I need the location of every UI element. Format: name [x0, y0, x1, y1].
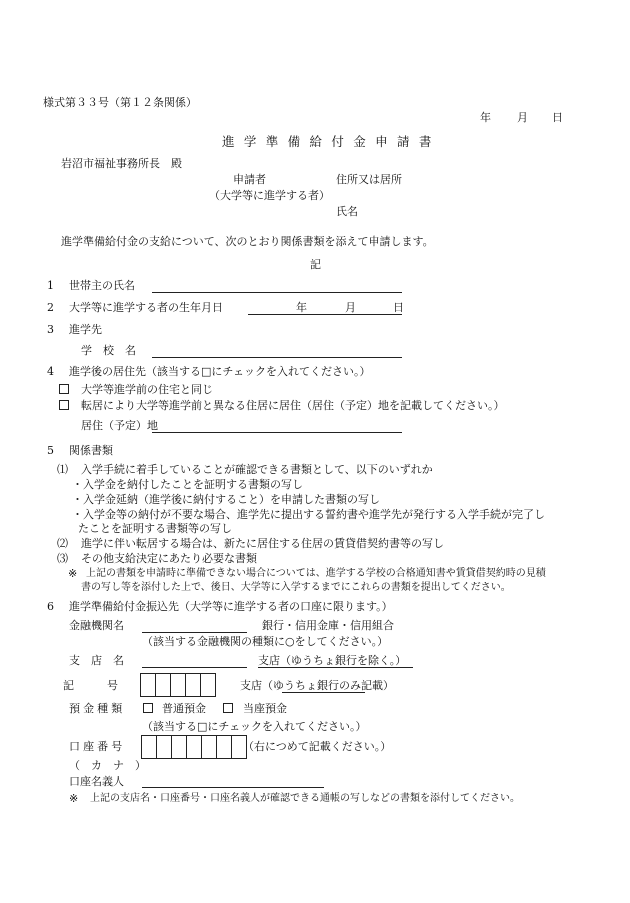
same-residence-checkbox[interactable]: [59, 384, 69, 394]
intro-text: 進学準備給付金の支給について、次のとおり関係書類を添えて申請します。: [61, 235, 434, 248]
form-number: 様式第３３号（第１２条関係）: [43, 96, 197, 109]
code-label: 記 号: [63, 679, 118, 692]
bank-name-field[interactable]: [142, 632, 247, 633]
item-3-text: その他支給決定にあたり必要な書類: [81, 552, 257, 565]
code-cell[interactable]: [140, 673, 156, 697]
code-cell[interactable]: [170, 673, 186, 697]
school-name-label: 学 校 名: [81, 344, 136, 357]
item-3-number: ⑶: [57, 552, 68, 565]
birth-date-field[interactable]: [248, 314, 402, 315]
holder-name-field[interactable]: [142, 787, 324, 788]
page-title: 進学準備給付金申請書: [222, 134, 441, 149]
date-day-label: 日: [552, 111, 563, 124]
account-cell[interactable]: [156, 735, 172, 759]
section-5-number: 5: [47, 444, 54, 457]
item-1-text: 入学手続に着手していることが確認できる書類として、以下のいずれか: [81, 463, 433, 476]
bullet-2: ・入学金延納（進学後に納付すること）を申請した書類の写し: [72, 493, 380, 506]
item-2-text: 進学に伴い転居する場合は、新たに居住する住居の賃貸借契約書等の写し: [81, 537, 444, 550]
note-line-1: 上記の書類を申請時に準備できない場合については、進学する学校の合格通知書や賃貸借契約時の見積: [86, 568, 546, 579]
account-number-note: （右につめて記載ください。）: [243, 740, 392, 753]
account-cell[interactable]: [216, 735, 232, 759]
section-4-number: 4: [47, 365, 54, 378]
birth-month-label: 月: [345, 301, 356, 314]
section-4-label: 進学後の居住先（該当する□にチェックを入れてください。）: [69, 365, 371, 378]
section-3-number: 3: [47, 323, 54, 336]
holder-label: 口座名義人: [69, 775, 124, 788]
item-1-number: ⑴: [57, 463, 68, 476]
code-suffix: 支店（ゆうちょ銀行のみ記載）: [240, 679, 394, 692]
applicant-label: 申請者: [233, 173, 266, 186]
note-line-2: 書の写し等を添付した上で、後日、大学等に入学するまでにこれらの書類を提出してください。: [81, 582, 511, 593]
kana-label: （ カ ナ ）: [69, 759, 146, 772]
residence-field[interactable]: [152, 432, 402, 433]
code-suffix-underline: [282, 692, 365, 693]
same-residence-label: 大学等進学前の住宅と同じ: [81, 383, 213, 396]
ki-heading: 記: [310, 258, 321, 271]
section-2-number: 2: [47, 301, 54, 314]
name-label: 氏名: [336, 205, 358, 218]
bullet-1: ・入学金を納付したことを証明する書類の写し: [72, 478, 303, 491]
branch-name-label: 支 店 名: [69, 654, 124, 667]
final-note: 上記の支店名・口座番号・口座名義人が確認できる通帳の写しなどの書類を添付してください。: [90, 793, 520, 804]
bank-types: 銀行・信用金庫・信用組合: [262, 619, 394, 632]
section-1-label: 世帯主の氏名: [69, 279, 135, 292]
savings-label: 普通預金: [162, 702, 206, 715]
bank-name-label: 金融機関名: [69, 619, 124, 632]
account-cell[interactable]: [171, 735, 187, 759]
applicant-sub-label: （大学等に進学する者）: [209, 189, 330, 202]
savings-checkbox[interactable]: [143, 703, 153, 713]
householder-name-field[interactable]: [152, 292, 402, 293]
code-cell[interactable]: [185, 673, 201, 697]
residence-label: 居住（予定）地: [81, 419, 158, 432]
deposit-type-label: 預金種類: [69, 702, 126, 715]
addressee: 岩沼市福祉事務所長 殿: [61, 157, 182, 170]
deposit-type-note: （該当する□にチェックを入れてください。）: [142, 720, 367, 733]
bullet-3-line-2: たことを証明する書類等の写し: [78, 522, 232, 535]
section-6-number: 6: [47, 600, 54, 613]
checking-checkbox[interactable]: [223, 703, 233, 713]
branch-suffix-underline: [258, 667, 413, 668]
school-name-field[interactable]: [152, 357, 402, 358]
birth-year-label: 年: [296, 301, 307, 314]
checking-label: 当座預金: [243, 702, 287, 715]
birth-day-label: 日: [393, 301, 404, 314]
code-cell[interactable]: [155, 673, 171, 697]
branch-suffix: 支店（ゆうちょ銀行を除く。）: [258, 654, 407, 667]
account-cell[interactable]: [201, 735, 217, 759]
section-5-label: 関係書類: [69, 444, 113, 457]
date-year-label: 年: [480, 111, 491, 124]
section-2-label: 大学等に進学する者の生年月日: [69, 301, 223, 314]
account-number-label: 口座番号: [69, 740, 126, 753]
code-cell[interactable]: [200, 673, 216, 697]
section-1-number: 1: [47, 279, 54, 292]
section-6-label: 進学準備給付金振込先（大学等に進学する者の口座に限ります。）: [69, 600, 393, 613]
final-note-mark: ※: [69, 792, 79, 805]
moving-residence-label: 転居により大学等進学前と異なる住居に居住（居住（予定）地を記載してください。）: [81, 399, 505, 412]
bullet-3-line-1: ・入学金等の納付が不要な場合、進学先に提出する誓約書や進学先が発行する入学手続が完了し: [72, 508, 545, 521]
address-label: 住所又は居所: [336, 173, 402, 186]
bank-type-note: （該当する金融機関の種類に○をしてください。）: [142, 635, 389, 648]
item-2-number: ⑵: [57, 537, 68, 550]
date-month-label: 月: [517, 111, 528, 124]
account-cell[interactable]: [141, 735, 157, 759]
note-mark: ※: [68, 567, 78, 580]
account-number-cells[interactable]: [141, 735, 246, 759]
section-3-label: 進学先: [69, 323, 102, 336]
branch-name-field[interactable]: [142, 667, 247, 668]
account-cell[interactable]: [186, 735, 202, 759]
moving-residence-checkbox[interactable]: [59, 400, 69, 410]
code-cells[interactable]: [140, 673, 215, 697]
